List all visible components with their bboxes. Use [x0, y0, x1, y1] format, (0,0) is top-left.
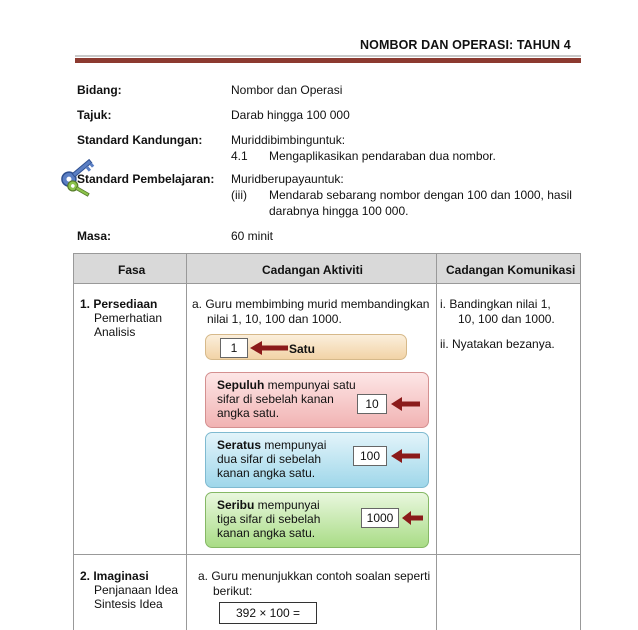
fasa-sub-penjanaan: Penjanaan Idea	[94, 583, 179, 597]
seribu-rest1: mempunyai	[254, 498, 320, 512]
column-divider	[436, 254, 437, 630]
fasa-persediaan: 1. Persediaan	[80, 297, 158, 311]
sepuluh-rest3: angka satu.	[217, 406, 280, 420]
activity-1-line2: nilai 1, 10, 100 dan 1000.	[207, 312, 342, 326]
header-rule-light	[75, 55, 581, 57]
sepuluh-number: 10	[357, 394, 387, 414]
masa-label: Masa:	[77, 229, 112, 243]
activity-2-line1: a. Guru menunjukkan contoh soalan seperti	[198, 569, 431, 583]
table-header	[74, 254, 580, 284]
arrow-icon	[402, 510, 424, 526]
fasa-sub-sintesis: Sintesis Idea	[94, 597, 163, 611]
masa-value: 60 minit	[231, 229, 274, 243]
seribu-word: Seribu	[217, 498, 255, 512]
arrow-icon	[391, 396, 421, 412]
standard-kandungan-label: Standard Kandungan:	[77, 133, 203, 147]
fasa-imaginasi: 2. Imaginasi	[80, 569, 149, 583]
activity-2	[198, 569, 430, 599]
comm-ii: ii. Nyatakan bezanya.	[440, 337, 555, 351]
activity-1-line1: a. Guru membimbing murid membandingkan	[192, 297, 430, 311]
seribu-rest2: tiga sifar di sebelah	[217, 512, 321, 526]
comm-i-line2: 10, 100 dan 1000.	[458, 312, 555, 326]
seratus-text	[217, 438, 326, 480]
header-aktiviti: Cadangan Aktiviti	[262, 263, 363, 277]
sepuluh-rest2: sifar di sebelah kanan	[217, 392, 334, 406]
standard-pembelajaran-label: Standard Pembelajaran:	[77, 172, 215, 186]
activity-1	[192, 297, 429, 327]
fasa-sub-analisis: Analisis	[94, 325, 136, 339]
calc-example: 392 × 100 =	[219, 602, 317, 624]
sepuluh-text	[217, 378, 356, 420]
standard-pembelajaran-value	[231, 171, 572, 219]
sp-line1: Muridberupayauntuk:	[231, 172, 344, 186]
sepuluh-rest1: mempunyai satu	[264, 378, 356, 392]
header-fasa: Fasa	[118, 263, 146, 277]
seratus-rest2: dua sifar di sebelah	[217, 452, 322, 466]
sk-line2: Mengaplikasikan pendaraban dua nombor.	[269, 149, 496, 163]
header-komunikasi: Cadangan Komunikasi	[446, 263, 576, 277]
arrow-icon	[391, 448, 421, 464]
seribu-rest3: kanan angka satu.	[217, 526, 316, 540]
seratus-rest3: kanan angka satu.	[217, 466, 316, 480]
fasa-persediaan-sub	[94, 311, 162, 339]
sp-line2: Mendarab sebarang nombor dengan 100 dan 1000, hasil	[269, 188, 572, 202]
satu-number: 1	[220, 338, 248, 358]
seratus-rest1: mempunyai	[261, 438, 327, 452]
fasa-imaginasi-sub	[94, 583, 178, 611]
lesson-table	[73, 253, 581, 630]
comm-i-line1: i. Bandingkan nilai 1,	[440, 297, 551, 311]
sk-line1: Muriddibimbinguntuk:	[231, 133, 346, 147]
bidang-value: Nombor dan Operasi	[231, 83, 343, 97]
sk-number: 4.1	[231, 149, 248, 163]
tajuk-value: Darab hingga 100 000	[231, 108, 350, 122]
seribu-text	[217, 498, 320, 540]
column-divider	[186, 254, 187, 630]
satu-label: Satu	[289, 342, 316, 356]
sp-line3: darabnya hingga 100 000.	[269, 204, 409, 218]
row-divider	[74, 554, 580, 555]
tajuk-label: Tajuk:	[77, 108, 112, 122]
activity-2-line2: berikut:	[213, 584, 253, 598]
sepuluh-word: Sepuluh	[217, 378, 265, 392]
fasa-sub-pemerhatian: Pemerhatian	[94, 311, 163, 325]
bidang-label: Bidang:	[77, 83, 122, 97]
page-header-title: NOMBOR DAN OPERASI: TAHUN 4	[360, 38, 571, 52]
standard-kandungan-value	[231, 132, 496, 164]
seratus-word: Seratus	[217, 438, 262, 452]
seratus-number: 100	[353, 446, 387, 466]
sp-number: (iii)	[231, 188, 247, 202]
seribu-number: 1000	[361, 508, 399, 528]
header-rule	[75, 58, 581, 63]
arrow-icon	[250, 340, 290, 356]
communication-1	[440, 297, 555, 352]
